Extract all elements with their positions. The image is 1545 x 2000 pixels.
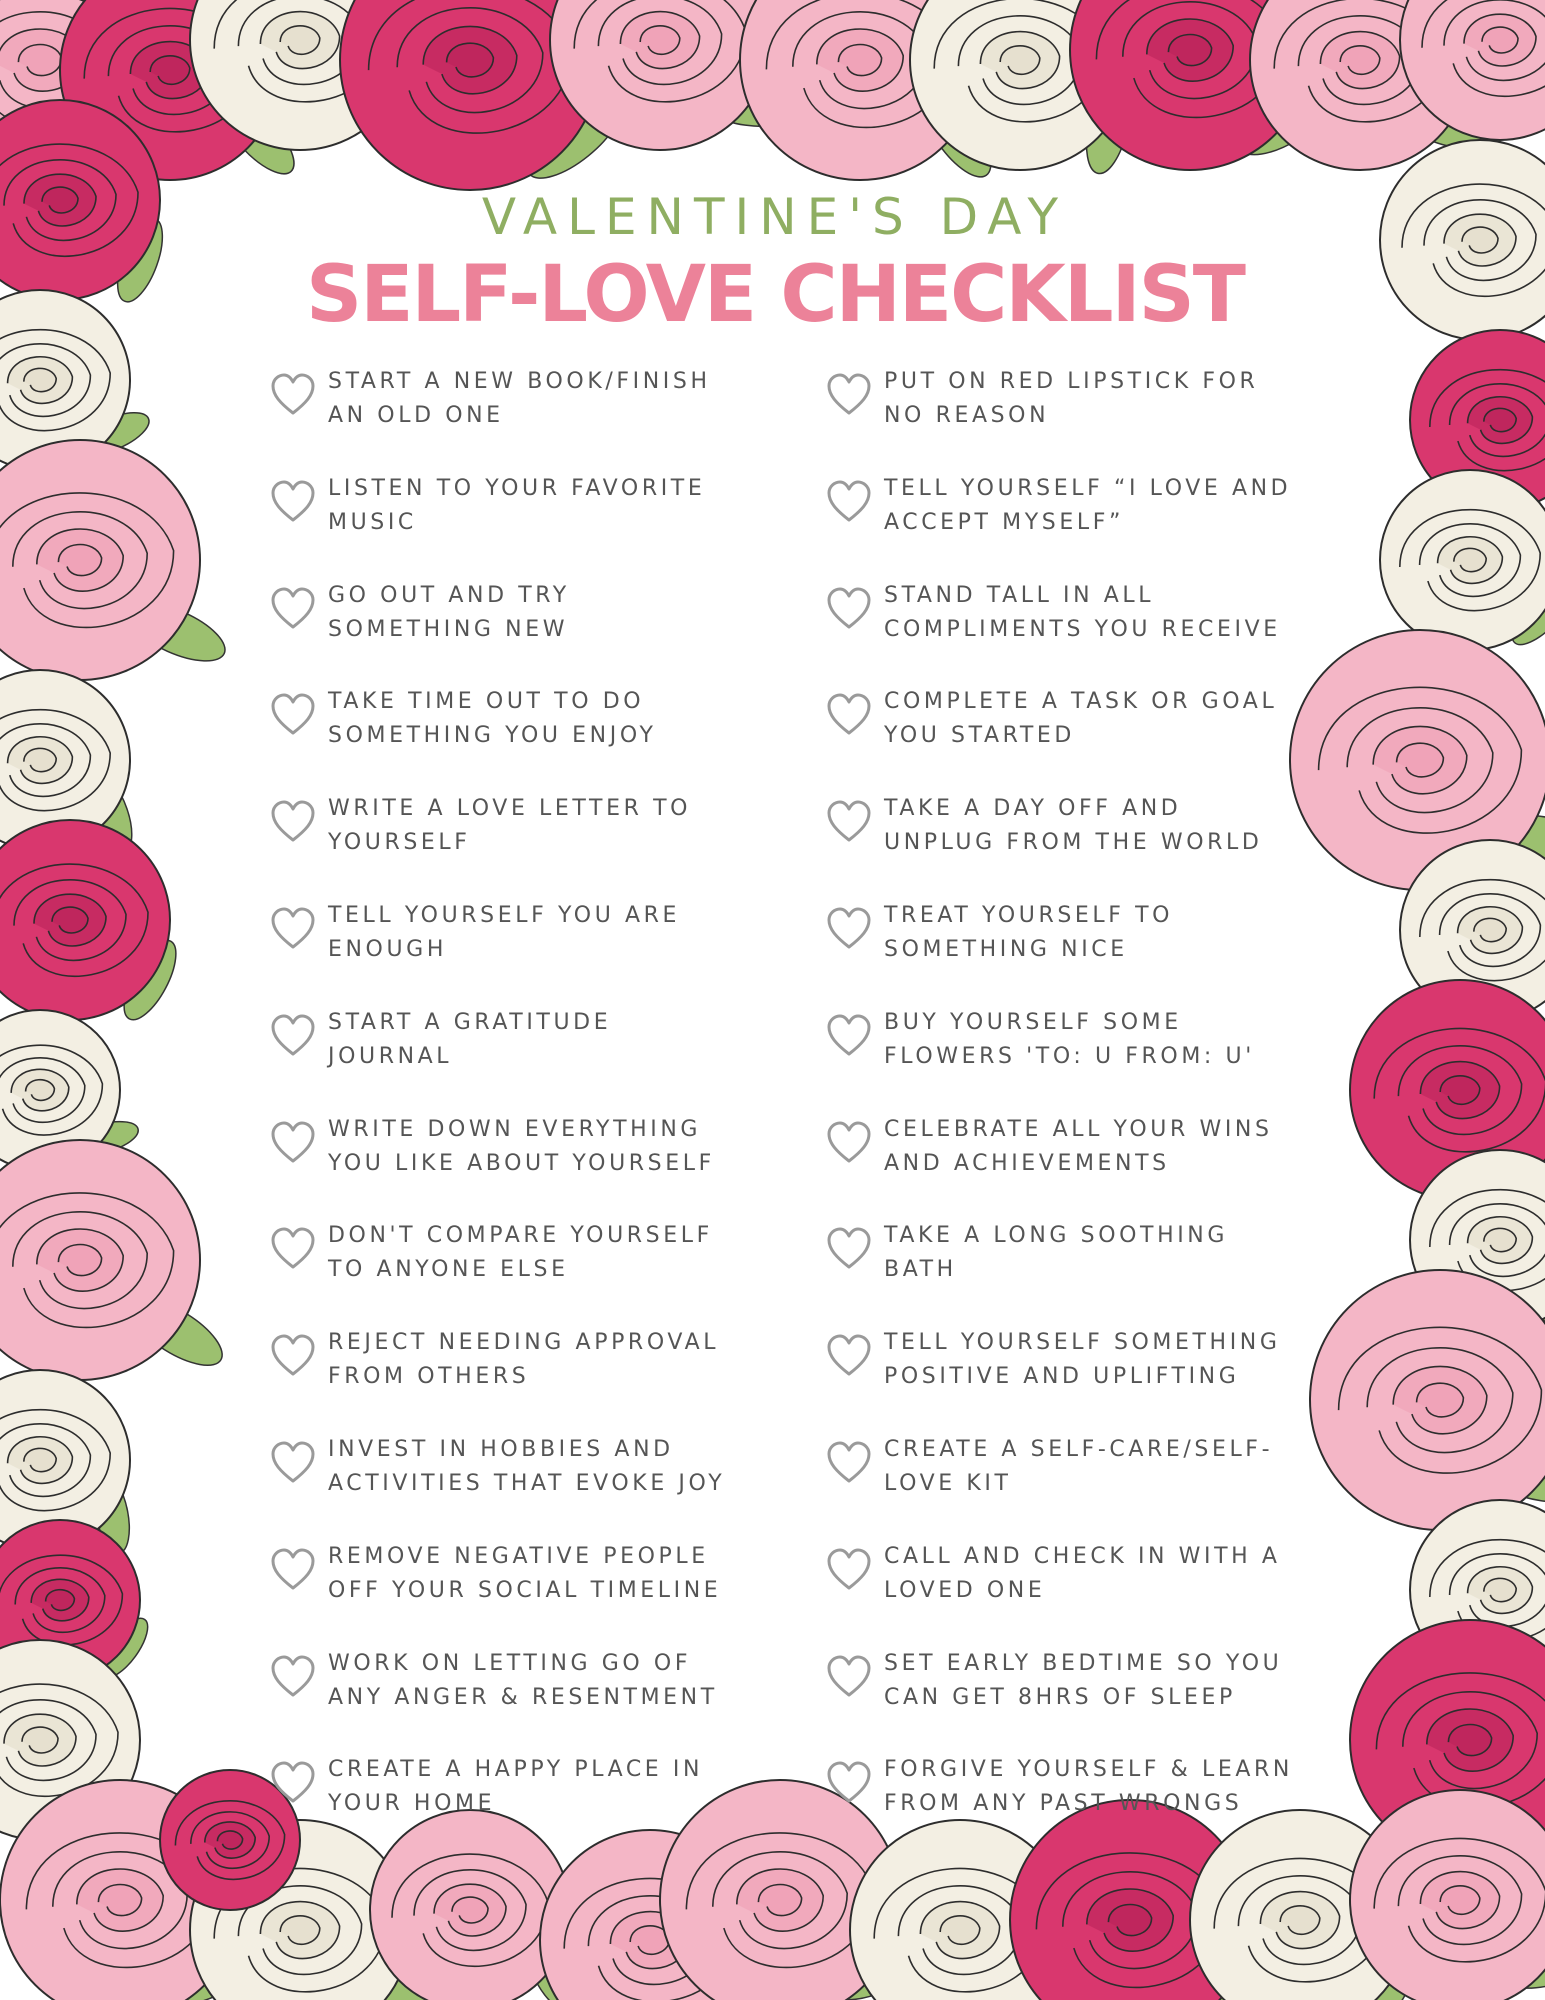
checklist-item-label: REJECT NEEDING APPROVAL FROM OTHERS <box>328 1330 720 1390</box>
checklist-item-label: CALL AND CHECK IN WITH A LOVED ONE <box>884 1543 1281 1603</box>
rose-flower <box>1380 140 1545 340</box>
checklist-item-label: TELL YOURSELF “I LOVE AND ACCEPT MYSELF” <box>884 475 1292 535</box>
checklist-item-label: TELL YOURSELF YOU ARE ENOUGH <box>328 903 681 962</box>
heart-checkbox-icon[interactable] <box>270 587 316 631</box>
checklist-item-label: PUT ON RED LIPSTICK FOR NO REASON <box>884 369 1259 428</box>
checklist-item-label: WORK ON LETTING GO OF ANY ANGER & RESENTMENT <box>328 1650 718 1710</box>
checklist-item-label: SET EARLY BEDTIME SO YOU CAN GET 8HRS OF SLEEP <box>884 1650 1283 1710</box>
heart-checkbox-icon[interactable] <box>270 1334 316 1378</box>
checklist-item-label: TREAT YOURSELF TO SOMETHING NICE <box>884 903 1174 962</box>
checklist-item-label: TELL YOURSELF SOMETHING POSITIVE AND UPLIFTING <box>884 1330 1281 1390</box>
heart-checkbox-icon[interactable] <box>826 480 872 524</box>
heart-checkbox-icon[interactable] <box>826 693 872 737</box>
checklist-item-label: START A GRATITUDE JOURNAL <box>328 1009 612 1069</box>
heart-checkbox-icon[interactable] <box>270 480 316 524</box>
heart-checkbox-icon[interactable] <box>270 1655 316 1699</box>
checklist-item-label: TAKE A LONG SOOTHING BATH <box>884 1223 1229 1283</box>
heart-checkbox-icon[interactable] <box>826 1761 872 1805</box>
checklist-item-label: CREATE A SELF-CARE/SELF- LOVE KIT <box>884 1437 1274 1496</box>
heart-checkbox-icon[interactable] <box>826 587 872 631</box>
heart-checkbox-icon[interactable] <box>270 1548 316 1592</box>
checklist-item-label: STAND TALL IN ALL COMPLIMENTS YOU RECEIVE <box>884 582 1281 642</box>
heart-checkbox-icon[interactable] <box>826 907 872 951</box>
heart-checkbox-icon[interactable] <box>270 1761 316 1805</box>
heart-checkbox-icon[interactable] <box>826 1548 872 1592</box>
page-subtitle: VALENTINE'S DAY <box>481 188 1069 246</box>
checklist-item-label: LISTEN TO YOUR FAVORITE MUSIC <box>328 475 706 535</box>
checklist-item-label: WRITE DOWN EVERYTHING YOU LIKE ABOUT YOURSELF <box>328 1116 715 1176</box>
checklist-item-label: TAKE TIME OUT TO DO SOMETHING YOU ENJOY <box>328 689 657 749</box>
checklist-item-label: CELEBRATE ALL YOUR WINS AND ACHIEVEMENTS <box>884 1116 1273 1176</box>
checklist-item-label: COMPLETE A TASK OR GOAL YOU STARTED <box>884 689 1278 749</box>
checklist-item-label: DON'T COMPARE YOURSELF TO ANYONE ELSE <box>328 1223 713 1283</box>
heart-checkbox-icon[interactable] <box>826 1655 872 1699</box>
heart-checkbox-icon[interactable] <box>826 1334 872 1378</box>
page-title: SELF-LOVE CHECKLIST <box>306 250 1244 340</box>
heart-checkbox-icon[interactable] <box>826 1014 872 1058</box>
checklist-item-label: WRITE A LOVE LETTER TO YOURSELF <box>328 796 692 856</box>
heart-checkbox-icon[interactable] <box>270 693 316 737</box>
heart-checkbox-icon[interactable] <box>270 800 316 844</box>
checklist-item-label: START A NEW BOOK/FINISH AN OLD ONE <box>328 369 711 428</box>
checklist-item-label: GO OUT AND TRY SOMETHING NEW <box>328 582 570 642</box>
heart-checkbox-icon[interactable] <box>270 1441 316 1485</box>
checklist-panel <box>170 160 1370 1840</box>
heart-checkbox-icon[interactable] <box>826 1121 872 1165</box>
heart-checkbox-icon[interactable] <box>270 1227 316 1271</box>
checklist-item-label: TAKE A DAY OFF AND UNPLUG FROM THE WORLD <box>884 796 1263 856</box>
checklist-item-label: INVEST IN HOBBIES AND ACTIVITIES THAT EVOKE JOY <box>328 1437 726 1496</box>
heart-checkbox-icon[interactable] <box>270 1121 316 1165</box>
heart-checkbox-icon[interactable] <box>826 1441 872 1485</box>
heart-checkbox-icon[interactable] <box>270 373 316 417</box>
rose-flower <box>1380 470 1545 650</box>
checklist-item-label: CREATE A HAPPY PLACE IN YOUR HOME <box>328 1757 704 1817</box>
heart-checkbox-icon[interactable] <box>270 1014 316 1058</box>
checklist-item-label: REMOVE NEGATIVE PEOPLE OFF YOUR SOCIAL TIMELINE <box>328 1543 722 1603</box>
rose-flower <box>1350 1790 1545 2000</box>
checklist-item-label: FORGIVE YOURSELF & LEARN FROM ANY PAST WRONGS <box>884 1757 1293 1817</box>
heart-checkbox-icon[interactable] <box>826 1227 872 1271</box>
heart-checkbox-icon[interactable] <box>826 800 872 844</box>
heart-checkbox-icon[interactable] <box>826 373 872 417</box>
heart-checkbox-icon[interactable] <box>270 907 316 951</box>
checklist-item-label: BUY YOURSELF SOME FLOWERS 'TO: U FROM: U' <box>884 1009 1255 1069</box>
